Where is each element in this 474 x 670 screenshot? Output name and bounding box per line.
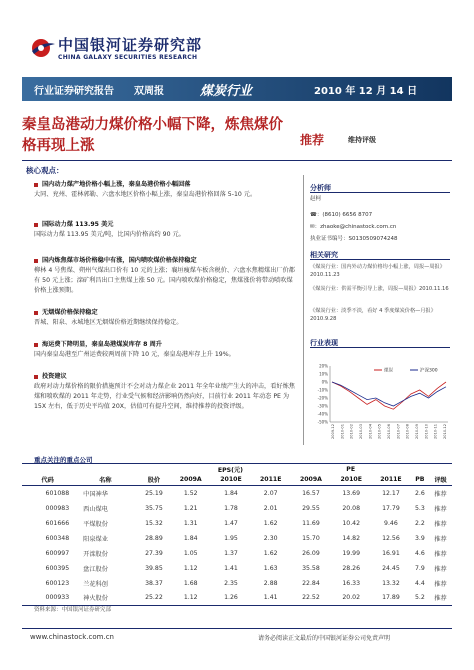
table-cell: 推荐 [434, 505, 447, 513]
logo-english-name: CHINA GALAXY SECURITIES RESEARCH [58, 54, 198, 61]
table-cell: 1.68 [183, 579, 198, 587]
table-cell: 2.88 [263, 579, 278, 587]
table-cell: 1.12 [183, 564, 198, 572]
table-cell: 10.42 [342, 519, 361, 527]
x-tick-label: 2010-02 [349, 424, 354, 440]
point-3 [34, 256, 298, 296]
legend-label: 煤炭 [384, 368, 393, 374]
table-cell: 15.32 [145, 519, 163, 527]
column-header: 股价 [138, 475, 171, 486]
divider [22, 160, 452, 161]
table-cell: 13.32 [382, 579, 400, 587]
table-cell: 2.30 [263, 534, 278, 542]
related-item[interactable]: 《煤炭行业：淡季不淡，看好 4 季度煤炭价格—月报》2010.9.28 [310, 308, 436, 322]
table-cell: 19.99 [342, 549, 361, 557]
table-cell: 20.08 [342, 504, 361, 512]
table-cell: 600395 [45, 564, 70, 572]
related-heading: 相关研究 [310, 251, 338, 259]
column-header: 2010E [211, 475, 251, 486]
column-header: 2009A [291, 475, 332, 486]
table-row [22, 501, 452, 516]
table-cell: 阳泉煤业 [83, 535, 108, 543]
point-6 [34, 372, 298, 412]
table-row [22, 546, 452, 561]
table-cell: 11.69 [302, 519, 320, 527]
related-item[interactable]: 《煤炭行业：国内外动力煤价格均小幅上涨，周报—周报》2010.11.23 [310, 264, 445, 278]
table-cell: 601666 [45, 519, 70, 527]
table-cell: 17.89 [371, 591, 411, 606]
y-tick-label: 10% [319, 371, 328, 377]
table-cell: 601088 [45, 489, 70, 497]
table-cell: 25.22 [138, 591, 171, 606]
table-cell: 推荐 [429, 591, 452, 606]
x-tick-label: 2010-03 [359, 424, 363, 440]
table-cell: 14.82 [342, 534, 361, 542]
footer-divider [22, 628, 452, 629]
report-title: 秦皇岛港动力煤价格小幅下降，炼焦煤价格再现上涨 [22, 117, 283, 154]
series-line [332, 382, 446, 409]
series-line [332, 382, 446, 406]
x-tick-label: 2010-10 [424, 424, 429, 440]
table-cell: 1.21 [183, 504, 198, 512]
table-cell: 22.84 [302, 579, 320, 587]
table-cell: 3.9 [414, 534, 425, 542]
table-cell: 35.58 [302, 564, 320, 572]
x-tick-label: 2010-07 [396, 424, 401, 440]
table-cell: 9.46 [384, 519, 398, 527]
point-body: 国内秦皇岛港至广州运费较两周前下降 10 元，秦皇岛港库存上升 19%。 [34, 351, 235, 358]
band-category: 行业证券研究报告 [34, 86, 114, 97]
point-body: 国际动力煤 113.95 美元/吨，比国内价格高约 90 元。 [34, 231, 185, 238]
section-label: 核心观点： [26, 166, 64, 175]
table-cell: 5.2 [411, 591, 429, 606]
divider [310, 347, 450, 348]
table-row [22, 516, 452, 531]
table-cell: 1.95 [224, 534, 238, 542]
table-row [22, 531, 452, 546]
column-header: 2009A [170, 475, 211, 486]
table-cell: 1.52 [183, 489, 198, 497]
table-cell: 兰花科创 [83, 580, 108, 588]
table-cell: 7.9 [414, 564, 425, 572]
analyst-cert: 执业证书编号：S0130509074248 [310, 236, 398, 242]
table-cell: 1.78 [224, 504, 238, 512]
point-body: 柳林 4 号焦煤、朔州气煤出口价有 10 元的上涨；襄垣瘦煤车板含税价、六盘水焦精煤出厂价都有 50 元上涨；滦矿利昌出口主焦煤上涨 50 元。国内喷吹煤价格稳定，焦煤涨价将带动喷吹煤价格上涨预期。 [34, 267, 295, 294]
table-cell: 1.47 [224, 519, 238, 527]
table-cell: 16.33 [342, 579, 361, 587]
column-header: 2010E [331, 475, 371, 486]
table-row [22, 576, 452, 591]
band-frequency: 双周报 [134, 86, 164, 97]
x-tick-label: 2010-09 [415, 424, 419, 440]
table-cell: 1.26 [211, 591, 251, 606]
table-cell: 1.62 [263, 549, 278, 557]
x-tick-label: 2010-12 [443, 424, 447, 440]
y-tick-label: 20% [319, 363, 328, 369]
table-cell: 1.05 [183, 549, 198, 557]
table-source: 资料来源：中国银河证券研究部 [34, 607, 112, 613]
footer-disclaimer: 请务必阅读正文最后的中国银河证券公司免责声明 [258, 635, 391, 642]
divider [310, 192, 450, 193]
point-heading: 无烟煤价格保持稳定 [34, 308, 298, 318]
column-divider [303, 175, 304, 445]
table-row [22, 486, 452, 501]
point-body: 晋城、阳泉、永城地区无烟煤价格近期继续保持稳定。 [34, 319, 183, 326]
table-cell: 2.07 [263, 489, 278, 497]
table-cell: 35.75 [145, 504, 163, 512]
table-row [22, 591, 452, 606]
table-cell: 1.12 [170, 591, 211, 606]
chart-heading: 行业表现 [310, 339, 338, 347]
point-2 [34, 220, 298, 240]
column-header: 代码 [22, 475, 73, 486]
table-cell: 1.84 [183, 534, 198, 542]
table-cell: 39.85 [145, 564, 163, 572]
table-cell: 推荐 [434, 565, 447, 573]
table-cell: 推荐 [434, 580, 447, 588]
company-table [22, 463, 452, 606]
table-cell: 2.6 [414, 489, 425, 497]
y-tick-label: -40% [317, 411, 328, 417]
point-heading: 投资建议 [34, 372, 298, 382]
table-cell: 神火股份 [73, 591, 137, 606]
y-tick-label: -20% [317, 395, 328, 401]
divider [310, 259, 450, 260]
point-1 [34, 180, 298, 200]
table-cell: 开滦股份 [83, 550, 108, 558]
table-header-row [22, 475, 452, 486]
table-cell: 16.57 [302, 489, 320, 497]
table-cell: 推荐 [434, 490, 447, 498]
analyst-heading: 分析师 [310, 184, 331, 192]
point-heading: 海运费下降明显，秦皇岛港煤炭库存 8 周升 [34, 340, 298, 350]
column-header: PB [411, 475, 429, 486]
table-cell: 13.69 [342, 489, 361, 497]
point-heading: 国内动力煤产地价格小幅上涨，秦皇岛港价格小幅回落 [34, 180, 298, 190]
table-cell: 17.79 [382, 504, 400, 512]
rating-label: 维持评级 [348, 136, 376, 144]
table-cell: 1.41 [224, 564, 238, 572]
related-item[interactable]: 《煤炭行业：供需平衡引导上涨，周报—周报》2010.11.16 [310, 286, 449, 292]
table-cell: 22.52 [291, 591, 332, 606]
table-cell: 推荐 [434, 535, 447, 543]
point-body: 大同、兖州、霍林郭勒、六盘水地区价格小幅上涨，秦皇岛港价格回落 5-10 元。 [34, 191, 257, 198]
table-cell: 15.70 [302, 534, 320, 542]
galaxy-logo-icon [30, 37, 56, 59]
y-tick-label: -30% [317, 403, 328, 409]
analyst-name: 赵柯 [310, 196, 322, 202]
table-cell: 20.02 [331, 591, 371, 606]
eps-group-header: EPS(元) [170, 464, 290, 475]
x-tick-label: 2010-01 [340, 424, 345, 440]
table-cell: 推荐 [434, 520, 447, 528]
table-header-row [22, 464, 452, 475]
table-cell: 28.26 [342, 564, 361, 572]
point-body: 政府对动力煤价格的限价措施预计不会对动力煤企业 2011 年全年业绩产生大的冲击，看好炼焦煤和喷吹煤的 2011 年走势，行业受气候和经济影响仍然向好，目前行业 2011 年动态 PE 为 15X 左右，低于历史平均值 20X，估值可有提升空间，维持推荐的投资评级。 [34, 383, 295, 410]
table-cell: 12.56 [382, 534, 400, 542]
table-cell: 西山煤电 [83, 505, 108, 513]
table-cell: 38.37 [145, 579, 163, 587]
x-tick-label: 2009-12 [331, 424, 335, 440]
footer-url[interactable]: www.chinastock.com.cn [30, 633, 114, 641]
point-4 [34, 308, 298, 328]
header-band [22, 77, 452, 101]
table-cell: 1.62 [263, 519, 278, 527]
x-tick-label: 2010-08 [405, 424, 410, 440]
column-header: 2011E [251, 475, 291, 486]
table-cell: 000933 [22, 591, 73, 606]
band-date: 2010 年 12 月 14 日 [314, 86, 418, 97]
table-cell: 600348 [45, 534, 70, 542]
table-cell: 16.91 [382, 549, 400, 557]
point-heading: 国际动力煤 113.95 美元 [34, 220, 298, 230]
table-cell: 26.09 [302, 549, 320, 557]
table-row [22, 561, 452, 576]
point-5 [34, 340, 298, 360]
table-cell: 12.17 [382, 489, 400, 497]
y-tick-label: 0% [321, 379, 328, 385]
column-header: 2011E [371, 475, 411, 486]
band-sector: 煤炭行业 [200, 84, 253, 99]
table-cell: 1.63 [263, 564, 278, 572]
table-cell: 5.3 [414, 504, 425, 512]
y-tick-label: -10% [317, 387, 328, 393]
table-cell: 2.2 [414, 519, 425, 527]
point-heading: 国内炼焦煤市场价格稳中有涨，国内喷吹煤价格保持稳定 [34, 256, 298, 266]
x-tick-label: 2010-05 [377, 424, 382, 440]
table-cell: 4.6 [414, 549, 425, 557]
x-tick-label: 2010-04 [368, 424, 373, 440]
table-cell: 27.39 [145, 549, 163, 557]
industry-performance-chart [308, 360, 452, 450]
table-cell: 25.19 [145, 489, 163, 497]
analyst-email: ✉：zhaoke@chinastock.com.cn [310, 224, 397, 230]
table-cell: 600123 [45, 579, 70, 587]
table-cell: 1.31 [183, 519, 198, 527]
table-cell: 1.84 [224, 489, 238, 497]
y-tick-label: -50% [317, 419, 328, 425]
table-cell: 2.35 [224, 579, 238, 587]
table-cell: 中国神华 [83, 490, 108, 498]
table-cell: 29.55 [302, 504, 320, 512]
table-cell: 平煤股份 [83, 520, 108, 528]
column-header: 名称 [73, 475, 137, 486]
logo-chinese-name: 中国银河证券研究部 [58, 36, 203, 54]
table-cell: 1.37 [224, 549, 238, 557]
table-cell: 4.4 [414, 579, 425, 587]
table-cell: 24.45 [382, 564, 400, 572]
legend-label: 沪深300 [420, 368, 438, 374]
table-cell: 推荐 [434, 550, 447, 558]
table-cell: 1.41 [251, 591, 291, 606]
analyst-phone: ☎：(8610) 6656 8707 [310, 212, 373, 218]
table-title: 重点关注的重点公司 [34, 456, 93, 464]
table-cell: 000983 [45, 504, 70, 512]
table-cell: 28.89 [145, 534, 163, 542]
pe-group-header: PE [291, 464, 411, 475]
column-header: 评级 [429, 475, 452, 486]
table-cell: 2.01 [263, 504, 278, 512]
x-tick-label: 2010-06 [387, 424, 391, 440]
x-tick-label: 2010-11 [433, 424, 438, 440]
table-cell: 盘江股份 [83, 565, 108, 573]
table-cell: 600997 [45, 549, 70, 557]
recommendation-label: 推荐 [300, 133, 325, 147]
